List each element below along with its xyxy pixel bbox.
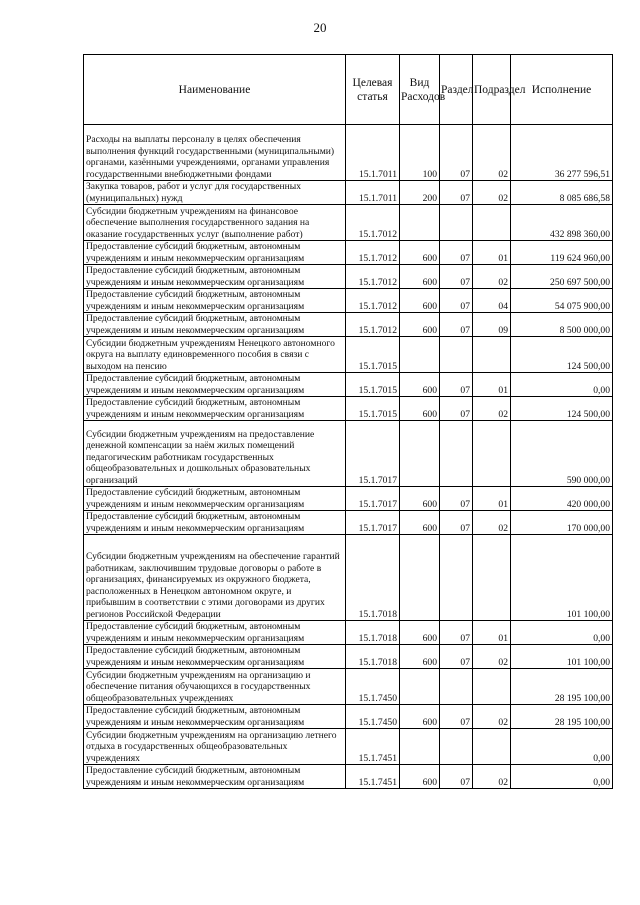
row-amount-cell: 0,00	[511, 373, 613, 397]
table-row	[84, 337, 613, 373]
row-subsection-cell	[473, 205, 511, 241]
row-expense-type-cell: 600	[400, 621, 440, 645]
row-section-cell	[440, 669, 473, 705]
row-target-cell: 15.1.7015	[346, 397, 400, 421]
header-expense-type: Вид Расходов	[400, 55, 440, 125]
row-name-cell: Предоставление субсидий бюджетным, автономным учреждениям и иным некоммерческим организациям	[84, 265, 346, 289]
row-amount-cell: 590 000,00	[511, 421, 613, 487]
row-subsection-cell: 02	[473, 645, 511, 669]
row-subsection-cell	[473, 729, 511, 765]
row-amount-cell: 0,00	[511, 765, 613, 789]
row-expense-type-cell	[400, 729, 440, 765]
row-section-cell	[440, 205, 473, 241]
row-subsection-cell: 01	[473, 621, 511, 645]
row-subsection-cell: 09	[473, 313, 511, 337]
row-section-cell: 07	[440, 645, 473, 669]
row-expense-type-cell: 600	[400, 289, 440, 313]
row-subsection-cell	[473, 669, 511, 705]
row-target-cell: 15.1.7451	[346, 765, 400, 789]
table-row	[84, 705, 613, 729]
row-name-cell: Предоставление субсидий бюджетным, автономным учреждениям и иным некоммерческим организациям	[84, 511, 346, 535]
row-target-cell: 15.1.7017	[346, 487, 400, 511]
row-target-cell: 15.1.7011	[346, 181, 400, 205]
table-row	[84, 729, 613, 765]
row-amount-cell: 8 085 686,58	[511, 181, 613, 205]
row-subsection-cell: 02	[473, 125, 511, 181]
table-row	[84, 535, 613, 621]
table-row	[84, 289, 613, 313]
row-subsection-cell: 02	[473, 705, 511, 729]
page-number: 20	[313, 20, 327, 35]
header-name: Наименование	[84, 55, 346, 125]
row-name-cell: Субсидии бюджетным учреждениям Ненецкого автономного округа на выплату единовременного пособия в связи с выходом на пенсию	[84, 337, 346, 373]
row-amount-cell: 0,00	[511, 729, 613, 765]
row-section-cell: 07	[440, 511, 473, 535]
row-name-cell: Субсидии бюджетным учреждениям на организацию летнего отдыха в государственных общеобразовательных учреждениях	[84, 729, 346, 765]
row-expense-type-cell: 600	[400, 265, 440, 289]
row-target-cell: 15.1.7012	[346, 289, 400, 313]
row-name-cell: Предоставление субсидий бюджетным, автономным учреждениям и иным некоммерческим организациям	[84, 487, 346, 511]
row-section-cell: 07	[440, 765, 473, 789]
row-target-cell: 15.1.7012	[346, 265, 400, 289]
row-amount-cell: 124 500,00	[511, 337, 613, 373]
row-expense-type-cell	[400, 421, 440, 487]
row-name-cell: Предоставление субсидий бюджетным, автономным учреждениям и иным некоммерческим организациям	[84, 241, 346, 265]
table-row	[84, 205, 613, 241]
row-section-cell: 07	[440, 125, 473, 181]
row-subsection-cell: 04	[473, 289, 511, 313]
row-expense-type-cell: 600	[400, 397, 440, 421]
row-name-cell: Предоставление субсидий бюджетным, автономным учреждениям и иным некоммерческим организациям	[84, 705, 346, 729]
table-row	[84, 421, 613, 487]
table-row	[84, 313, 613, 337]
row-expense-type-cell: 600	[400, 487, 440, 511]
row-name-cell: Предоставление субсидий бюджетным, автономным учреждениям и иным некоммерческим организациям	[84, 645, 346, 669]
row-section-cell: 07	[440, 289, 473, 313]
table-header-row	[84, 55, 613, 125]
table-row	[84, 397, 613, 421]
row-expense-type-cell	[400, 205, 440, 241]
table-row	[84, 125, 613, 181]
row-amount-cell: 432 898 360,00	[511, 205, 613, 241]
row-name-cell: Субсидии бюджетным учреждениям на обеспечение гарантий работникам, заключившим трудовые договоры о работе в организациях, финансируемых из окружного бюджета, расположенных в Ненецком автономном округе, и прибывшим в соответствии с этими договорами из других регионов Российской Федерации	[84, 535, 346, 621]
row-target-cell: 15.1.7012	[346, 205, 400, 241]
row-section-cell: 07	[440, 373, 473, 397]
row-name-cell: Предоставление субсидий бюджетным, автономным учреждениям и иным некоммерческим организациям	[84, 397, 346, 421]
row-section-cell: 07	[440, 705, 473, 729]
row-name-cell: Предоставление субсидий бюджетным, автономным учреждениям и иным некоммерческим организациям	[84, 289, 346, 313]
row-subsection-cell	[473, 535, 511, 621]
row-subsection-cell	[473, 421, 511, 487]
header-target: Целевая статья	[346, 55, 400, 125]
row-expense-type-cell: 600	[400, 241, 440, 265]
row-subsection-cell: 02	[473, 181, 511, 205]
table-row	[84, 645, 613, 669]
header-section: Раздел	[440, 55, 473, 125]
row-expense-type-cell	[400, 337, 440, 373]
row-section-cell	[440, 337, 473, 373]
row-amount-cell: 101 100,00	[511, 645, 613, 669]
row-expense-type-cell: 600	[400, 313, 440, 337]
row-amount-cell: 28 195 100,00	[511, 705, 613, 729]
row-name-cell: Закупка товаров, работ и услуг для государственных (муниципальных) нужд	[84, 181, 346, 205]
row-name-cell: Предоставление субсидий бюджетным, автономным учреждениям и иным некоммерческим организациям	[84, 621, 346, 645]
row-expense-type-cell: 600	[400, 705, 440, 729]
row-section-cell	[440, 421, 473, 487]
row-expense-type-cell: 600	[400, 765, 440, 789]
row-name-cell: Субсидии бюджетным учреждениям на организацию и обеспечение питания обучающихся в государственных общеобразовательных учреждениях	[84, 669, 346, 705]
table-row	[84, 265, 613, 289]
table-row	[84, 181, 613, 205]
row-amount-cell: 250 697 500,00	[511, 265, 613, 289]
row-amount-cell: 36 277 596,51	[511, 125, 613, 181]
table-row	[84, 669, 613, 705]
row-name-cell: Предоставление субсидий бюджетным, автономным учреждениям и иным некоммерческим организациям	[84, 373, 346, 397]
row-section-cell	[440, 729, 473, 765]
row-section-cell: 07	[440, 313, 473, 337]
row-target-cell: 15.1.7018	[346, 621, 400, 645]
row-target-cell: 15.1.7015	[346, 337, 400, 373]
row-subsection-cell: 01	[473, 241, 511, 265]
row-name-cell: Предоставление субсидий бюджетным, автономным учреждениям и иным некоммерческим организациям	[84, 313, 346, 337]
table-row	[84, 511, 613, 535]
row-name-cell: Расходы на выплаты персоналу в целях обеспечения выполнения функций государственными (муниципальными) органами, казёнными учреждениями, органами управления государственными внебюджетными фондами	[84, 125, 346, 181]
row-target-cell: 15.1.7018	[346, 645, 400, 669]
table-row	[84, 765, 613, 789]
row-subsection-cell: 02	[473, 511, 511, 535]
row-amount-cell: 119 624 960,00	[511, 241, 613, 265]
row-subsection-cell: 02	[473, 765, 511, 789]
row-expense-type-cell	[400, 535, 440, 621]
header-execution: Исполнение	[511, 55, 613, 125]
table-row	[84, 621, 613, 645]
row-section-cell: 07	[440, 487, 473, 511]
table-row	[84, 487, 613, 511]
row-target-cell: 15.1.7451	[346, 729, 400, 765]
row-subsection-cell: 01	[473, 373, 511, 397]
row-amount-cell: 124 500,00	[511, 397, 613, 421]
row-expense-type-cell: 600	[400, 373, 440, 397]
row-subsection-cell: 01	[473, 487, 511, 511]
row-amount-cell: 54 075 900,00	[511, 289, 613, 313]
row-section-cell	[440, 535, 473, 621]
row-name-cell: Субсидии бюджетным учреждениям на предоставление денежной компенсации за наём жилых помещений педагогическим работникам государственных общеобразовательных и дошкольных образовательных организаций	[84, 421, 346, 487]
table-row	[84, 241, 613, 265]
row-amount-cell: 170 000,00	[511, 511, 613, 535]
row-amount-cell: 0,00	[511, 621, 613, 645]
row-target-cell: 15.1.7012	[346, 241, 400, 265]
row-target-cell: 15.1.7017	[346, 421, 400, 487]
row-subsection-cell	[473, 337, 511, 373]
row-target-cell: 15.1.7015	[346, 373, 400, 397]
row-name-cell: Субсидии бюджетным учреждениям на финансовое обеспечение выполнения государственного задания на оказание государственных услуг (выполнение работ)	[84, 205, 346, 241]
row-expense-type-cell: 600	[400, 645, 440, 669]
row-amount-cell: 101 100,00	[511, 535, 613, 621]
row-amount-cell: 28 195 100,00	[511, 669, 613, 705]
row-section-cell: 07	[440, 621, 473, 645]
row-expense-type-cell	[400, 669, 440, 705]
row-target-cell: 15.1.7017	[346, 511, 400, 535]
row-amount-cell: 8 500 000,00	[511, 313, 613, 337]
row-target-cell: 15.1.7450	[346, 669, 400, 705]
row-expense-type-cell: 200	[400, 181, 440, 205]
row-subsection-cell: 02	[473, 397, 511, 421]
budget-execution-table	[83, 54, 613, 789]
row-target-cell: 15.1.7450	[346, 705, 400, 729]
table-body	[84, 125, 613, 789]
row-section-cell: 07	[440, 397, 473, 421]
row-section-cell: 07	[440, 241, 473, 265]
row-subsection-cell: 02	[473, 265, 511, 289]
row-name-cell: Предоставление субсидий бюджетным, автономным учреждениям и иным некоммерческим организациям	[84, 765, 346, 789]
row-target-cell: 15.1.7018	[346, 535, 400, 621]
table-row	[84, 373, 613, 397]
header-subsection: Подраздел	[473, 55, 511, 125]
row-section-cell: 07	[440, 265, 473, 289]
row-amount-cell: 420 000,00	[511, 487, 613, 511]
row-expense-type-cell: 100	[400, 125, 440, 181]
row-section-cell: 07	[440, 181, 473, 205]
row-target-cell: 15.1.7012	[346, 313, 400, 337]
row-expense-type-cell: 600	[400, 511, 440, 535]
row-target-cell: 15.1.7011	[346, 125, 400, 181]
